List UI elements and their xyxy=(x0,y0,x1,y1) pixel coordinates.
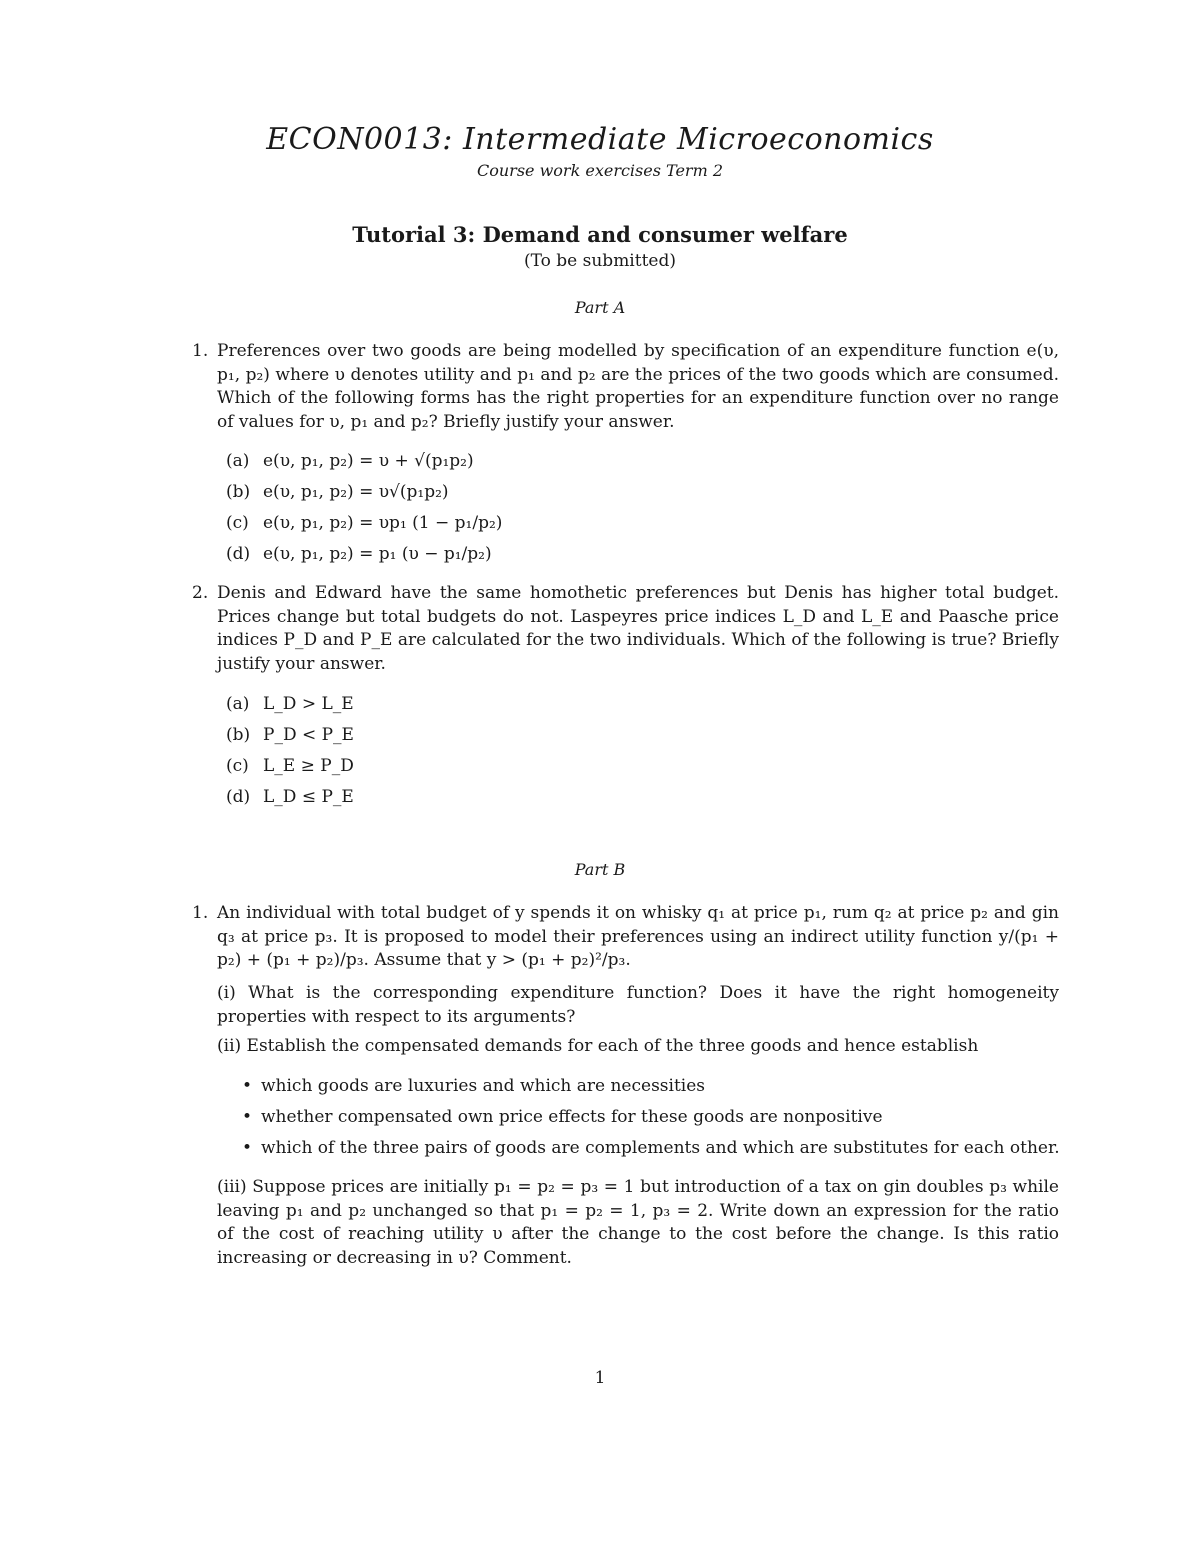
option-c xyxy=(226,755,354,777)
question-text: Denis and Edward have the same homothetic preferences but Denis has higher total budget. Prices change but total budgets do not. Laspeyres price indices L_D and L_E and Paasche price indices P_D and P_E are calculated for the two individuals. Which of the following is true? Briefly justify your answer. xyxy=(217,583,1059,674)
option-label: (c) xyxy=(226,756,249,776)
option-label: (d) xyxy=(226,544,251,564)
option-b xyxy=(226,724,354,746)
option-d xyxy=(226,543,492,565)
bullet-icon xyxy=(242,1075,252,1085)
tutorial-note: (To be submitted) xyxy=(524,251,676,271)
option-text: e(υ, p₁, p₂) = υ√(p₁p₂) xyxy=(263,482,449,502)
question-text: An individual with total budget of y spends it on whisky q₁ at price p₁, rum q₂ at price p₂ and gin q₃ at price p₃. It is proposed to model their preferences using an indirect utility function y/(p₁ + p₂) + (p₁ + p₂)/p₃. Assume that y > (p₁ + p₂)²/p₃. xyxy=(217,903,1059,970)
bullet-item: •whether compensated own price effects for these goods are nonpositive xyxy=(242,1106,883,1128)
question-number: 2. xyxy=(192,583,209,603)
tutorial-title: Tutorial 3: Demand and consumer welfare xyxy=(352,222,848,247)
option-a xyxy=(226,450,474,472)
option-d xyxy=(226,786,354,808)
bullet-item: •which of the three pairs of goods are complements and which are substitutes for each other. xyxy=(242,1137,1060,1159)
option-text: e(υ, p₁, p₂) = p₁ (υ − p₁/p₂) xyxy=(263,544,492,564)
question-number: 1. xyxy=(192,903,209,923)
option-text: e(υ, p₁, p₂) = υp₁ (1 − p₁/p₂) xyxy=(263,513,503,533)
option-c xyxy=(226,512,502,534)
bullet-item: •which goods are luxuries and which are necessities xyxy=(242,1075,705,1097)
question-text: Preferences over two goods are being modelled by specification of an expenditure function e(υ, p₁, p₂) where υ denotes utility and p₁ and p₂ are the prices of the two goods which are consumed. Which of the following forms has the right properties for an expenditure function over no range of values for υ, p₁ and p₂? Briefly justify your answer. xyxy=(217,341,1059,432)
bullet-icon xyxy=(242,1106,252,1116)
option-text: L_D ≤ P_E xyxy=(263,787,354,807)
option-label: (b) xyxy=(226,725,251,745)
part-ii-text: (ii) Establish the compensated demands for each of the three goods and hence establish xyxy=(217,1036,979,1056)
option-a xyxy=(226,693,354,715)
option-text: P_D < P_E xyxy=(263,725,354,745)
option-label: (a) xyxy=(226,451,250,471)
option-text: L_E ≥ P_D xyxy=(263,756,354,776)
course-subtitle: Course work exercises Term 2 xyxy=(477,161,723,180)
part-b-heading: Part B xyxy=(574,860,626,879)
option-b xyxy=(226,481,449,503)
bullet-icon xyxy=(242,1137,252,1147)
part-a-question-2 xyxy=(193,582,1059,676)
part-iii-text: (iii) Suppose prices are initially p₁ = p₂ = p₃ = 1 but introduction of a tax on gin doubles p₃ while leaving p₁ and p₂ unchanged so that p₁ = p₂ = 1, p₃ = 2. Write down an expression for the ratio of the cost of reaching utility υ after the change to the cost before the change. Is this ratio increasing or decreasing in υ? Comment. xyxy=(217,1177,1059,1268)
option-text: e(υ, p₁, p₂) = υ + √(p₁p₂) xyxy=(263,451,474,471)
option-label: (c) xyxy=(226,513,249,533)
option-label: (a) xyxy=(226,694,250,714)
part-a-heading: Part A xyxy=(574,298,626,317)
course-title: ECON0013: Intermediate Microeconomics xyxy=(266,122,934,157)
question-number: 1. xyxy=(192,341,209,361)
page-number: 1 xyxy=(594,1368,606,1388)
part-i-text: (i) What is the corresponding expenditure function? Does it have the right homogeneity properties with respect to its arguments? xyxy=(217,983,1059,1027)
part-a-question-1 xyxy=(193,340,1059,434)
part-b-question-1 xyxy=(193,902,1059,973)
option-label: (d) xyxy=(226,787,251,807)
option-text: L_D > L_E xyxy=(263,694,354,714)
option-label: (b) xyxy=(226,482,251,502)
